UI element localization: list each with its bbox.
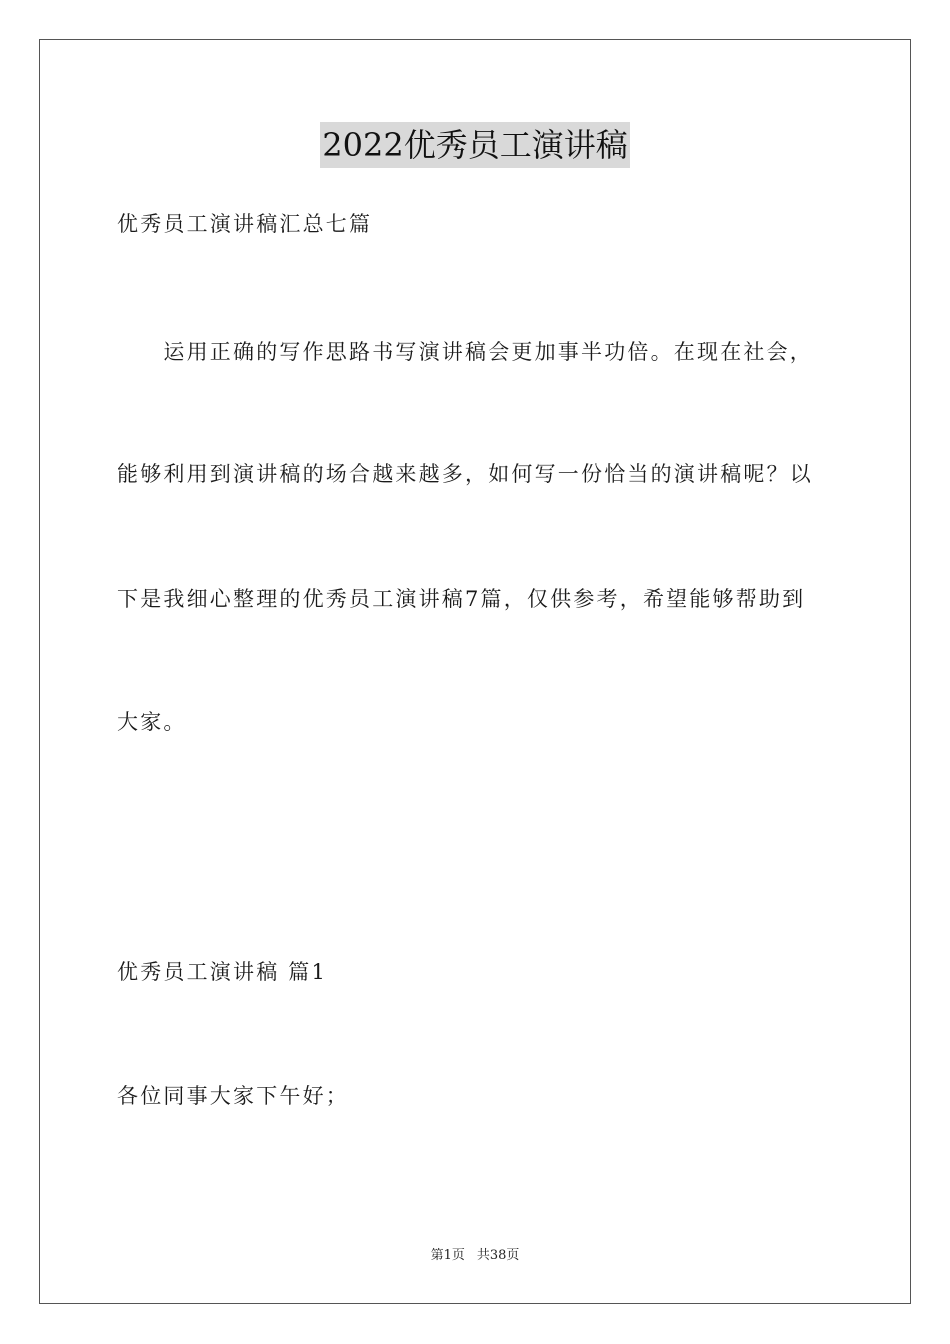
page-number-total: 共38页 [476, 1248, 520, 1263]
section-heading: 优秀员工演讲稿 篇1 [117, 960, 328, 984]
intro-line-3: 下是我细心整理的优秀员工演讲稿7篇，仅供参考，希望能够帮助到 [117, 587, 806, 611]
document-subtitle: 优秀员工演讲稿汇总七篇 [117, 212, 373, 236]
intro-line-2: 能够利用到演讲稿的场合越来越多，如何写一份恰当的演讲稿呢？以 [117, 462, 813, 486]
intro-line-1: 运用正确的写作思路书写演讲稿会更加事半功倍。在现在社会， [117, 340, 813, 364]
title-container [0, 122, 950, 168]
page-footer [0, 1247, 950, 1265]
greeting-line: 各位同事大家下午好； [117, 1084, 349, 1108]
intro-line-4: 大家。 [117, 710, 187, 734]
document-title: 2022优秀员工演讲稿 [320, 122, 629, 168]
page-number-current: 第1页 [430, 1248, 465, 1263]
